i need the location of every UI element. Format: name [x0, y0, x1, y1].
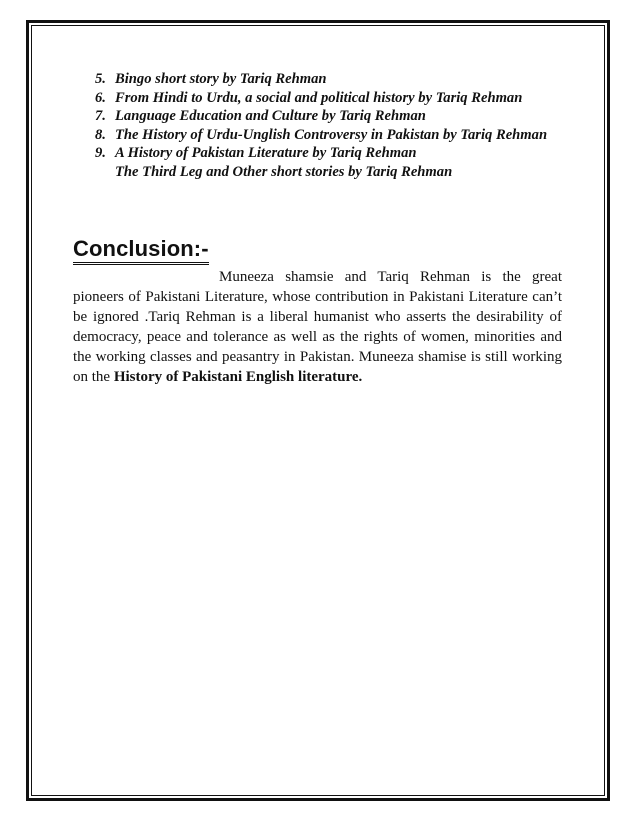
conclusion-heading: Conclusion:- — [73, 237, 209, 265]
book-title: The History of Urdu-Unglish Controversy in Pakistan by Tariq Rehman — [115, 126, 548, 143]
book-list-item — [73, 126, 562, 145]
book-title: Bingo short story by Tariq Rehman — [115, 71, 327, 87]
book-list — [73, 70, 562, 181]
book-number: 8. — [95, 126, 106, 143]
book-number: 6. — [95, 89, 106, 106]
conclusion-body: Muneeza shamsie and Tariq Rehman is the great pioneers of Pakistani Literature, whose contribution in Pakistani Literature can’t be ignored .Tariq Rehman is a liberal humanist who asserts the desirability of democracy, peace and tolerance as well as the rights of women, minorities and the working classes and peasantry in Pakistan. Muneeza shamise is still working on the — [73, 269, 562, 385]
book-title: A History of Pakistan Literature by Tariq Rehman — [115, 145, 417, 161]
conclusion-paragraph — [73, 267, 562, 387]
book-number: 9. — [95, 145, 106, 161]
book-number: 5. — [95, 71, 106, 87]
conclusion-bold-tail: History of Pakistani English literature. — [113, 369, 363, 385]
book-list-item — [73, 163, 562, 182]
book-number: 7. — [95, 108, 106, 124]
book-list-item — [73, 70, 562, 89]
page-content — [73, 70, 562, 402]
book-title: From Hindi to Urdu, a social and political history by Tariq Rehman — [115, 89, 523, 106]
book-list-item — [73, 107, 562, 126]
book-title: The Third Leg and Other short stories by Tariq Rehman — [115, 163, 453, 180]
book-title: Language Education and Culture by Tariq Rehman — [115, 108, 426, 124]
book-list-item — [73, 89, 562, 108]
book-list-item — [73, 144, 562, 163]
